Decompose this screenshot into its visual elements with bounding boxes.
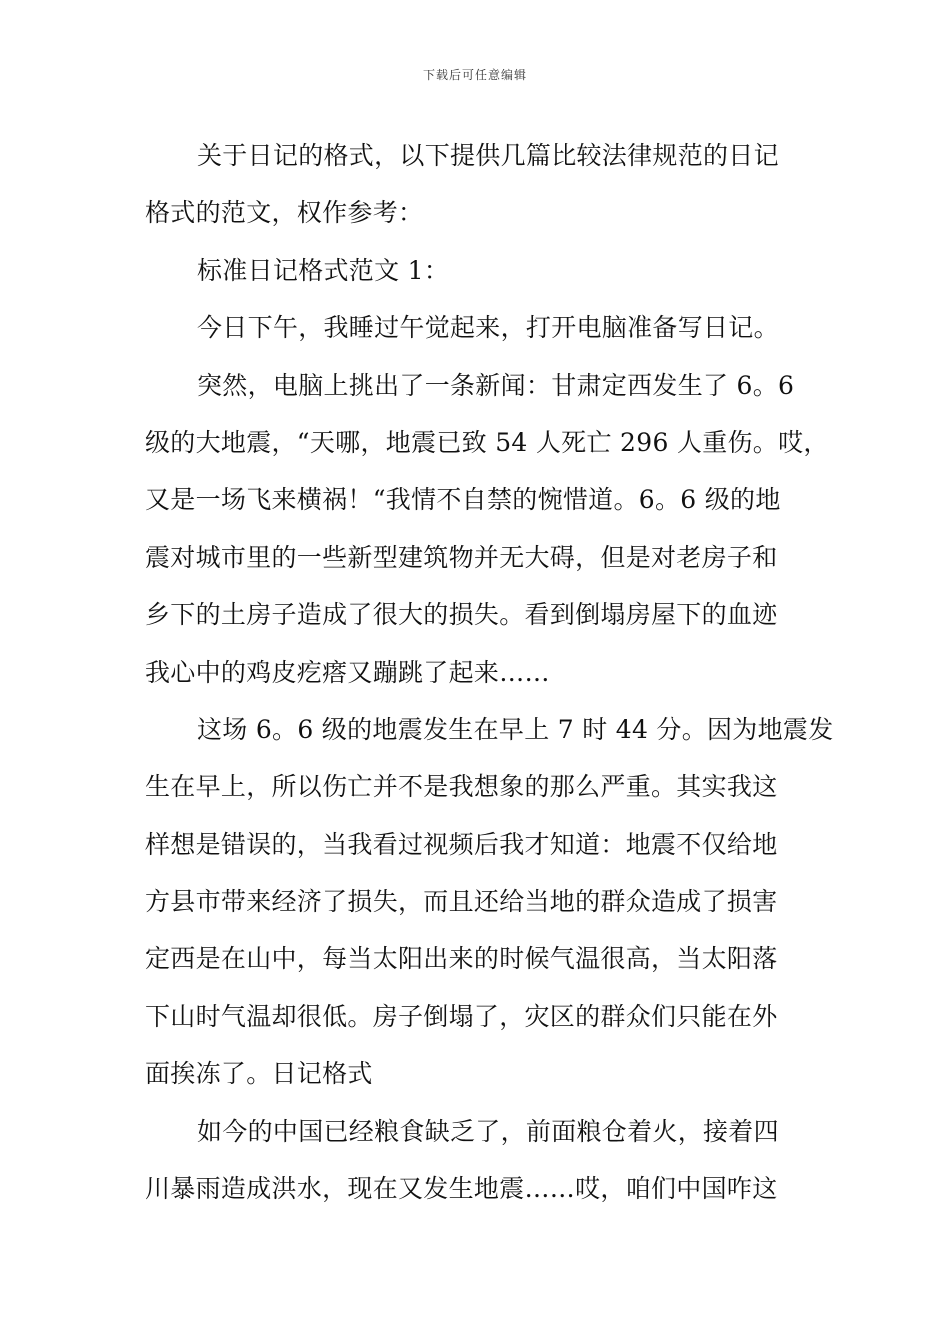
text-line: 标准日记格式范文 1： xyxy=(197,255,450,285)
text-line: 样想是错误的，当我看过视频后我才知道：地震不仅给地 xyxy=(145,829,778,859)
text-line: 这场 6。6 级的地震发生在早上 7 时 44 分。因为地震发 xyxy=(197,714,834,744)
text-line: 生在早上，所以伤亡并不是我想象的那么严重。其实我这 xyxy=(145,772,778,802)
text-line: 今日下午，我睡过午觉起来，打开电脑准备写日记。 xyxy=(197,313,779,343)
text-line: 定西是在山中，每当太阳出来的时候气温很高，当太阳落 xyxy=(145,944,778,974)
text-line: 下山时气温却很低。房子倒塌了，灾区的群众们只能在外 xyxy=(145,1001,778,1031)
text-line: 我心中的鸡皮疙瘩又蹦跳了起来…… xyxy=(145,657,550,687)
text-line: 关于日记的格式，以下提供几篇比较法律规范的日记 xyxy=(197,141,779,170)
text-line: 又是一场飞来横祸！“我情不自禁的惋惜道。6。6 级的地 xyxy=(145,485,781,515)
text-line: 突然，电脑上挑出了一条新闻：甘肃定西发生了 6。6 xyxy=(197,370,795,400)
text-line: 川暴雨造成洪水，现在又发生地震……哎，咱们中国咋这 xyxy=(145,1174,778,1204)
document-body xyxy=(145,127,834,1217)
text-line: 级的大地震，“天哪，地震已致 54 人死亡 296 人重伤。哎， xyxy=(145,427,829,457)
page-header: 下载后可任意编辑 xyxy=(422,68,527,82)
text-line: 乡下的土房子造成了很大的损失。看到倒塌房屋下的血迹 xyxy=(145,600,778,630)
text-line: 面挨冻了。日记格式 xyxy=(145,1059,373,1089)
text-line: 震对城市里的一些新型建筑物并无大碍，但是对老房子和 xyxy=(145,542,778,572)
text-line: 如今的中国已经粮食缺乏了，前面粮仓着火，接着四 xyxy=(197,1116,779,1146)
text-line: 格式的范文，权作参考： xyxy=(145,198,424,228)
text-line: 方县市带来经济了损失，而且还给当地的群众造成了损害 xyxy=(145,887,778,917)
